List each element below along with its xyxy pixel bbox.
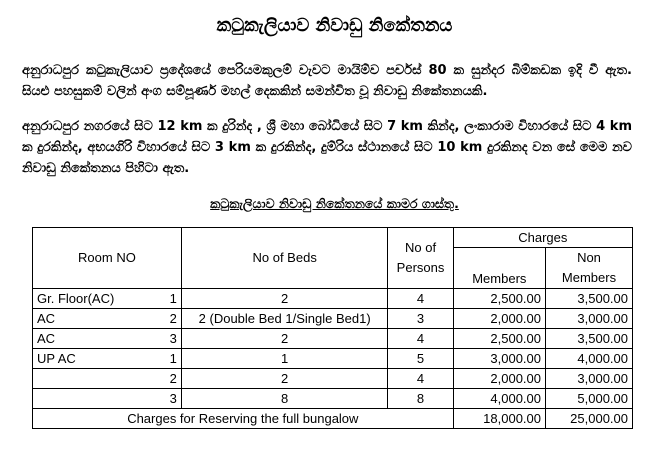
table-row bbox=[33, 309, 633, 329]
members-charge-cell: 4,000.00 bbox=[453, 389, 545, 409]
table-row bbox=[33, 329, 633, 349]
room-type: AC bbox=[37, 330, 56, 346]
members-charge-cell: 2,000.00 bbox=[453, 309, 545, 329]
room-type: UP AC bbox=[37, 350, 76, 366]
persons-cell: 8 bbox=[388, 389, 453, 409]
header-room-no: Room NO bbox=[33, 228, 182, 289]
page-title: කටුකැලියාව නිවාඩු නිකේතනය bbox=[216, 15, 453, 36]
room-cell bbox=[33, 309, 182, 329]
members-charge-cell: 2,000.00 bbox=[453, 369, 545, 389]
room-number: 1 bbox=[169, 290, 177, 306]
room-cell bbox=[33, 329, 182, 349]
non-members-charge-cell: 4,000.00 bbox=[546, 349, 633, 369]
header-no-of-persons: No of Persons bbox=[388, 228, 453, 289]
persons-cell: 4 bbox=[388, 289, 453, 309]
beds-cell: 2 (Double Bed 1/Single Bed1) bbox=[181, 309, 388, 329]
non-members-charge-cell: 5,000.00 bbox=[546, 389, 633, 409]
total-row bbox=[33, 409, 633, 429]
table-row bbox=[33, 349, 633, 369]
total-members: 18,000.00 bbox=[453, 409, 545, 429]
persons-cell: 4 bbox=[388, 369, 453, 389]
room-number: 3 bbox=[169, 330, 177, 346]
room-number: 2 bbox=[169, 310, 177, 326]
persons-cell: 4 bbox=[388, 329, 453, 349]
header-non-members: Non Members bbox=[546, 248, 633, 289]
room-cell bbox=[33, 369, 182, 389]
beds-cell: 2 bbox=[181, 369, 388, 389]
non-members-charge-cell: 3,000.00 bbox=[546, 369, 633, 389]
header-charges: Charges bbox=[453, 228, 632, 248]
beds-cell: 2 bbox=[181, 289, 388, 309]
room-number: 1 bbox=[169, 350, 177, 366]
room-cell bbox=[33, 289, 182, 309]
beds-cell: 8 bbox=[181, 389, 388, 409]
table-row bbox=[33, 369, 633, 389]
beds-cell: 2 bbox=[181, 329, 388, 349]
table-caption: කටුකැලියාව නිවාඩු නිකේතනයේ කාමර ගාස්තු. bbox=[210, 196, 459, 211]
location-paragraph: අනුරාධපුර නගරයේ සිට 12 km ක දුරින්ද , ශ්‍රී මහා බෝධියේ සිට 7 km කින්ද, ලංකාරාම විහාරයේ සිට 4 km ක දුරකින්ද, අභයගිරි විහාරයේ සිට 3 km ක දුරකින්ද, දුම්රිය ස්ථානයේ සිට 10 km දුරකිනද වන සේ මෙම නව නිවාඩු නිකේතනය පිහිටා ඇත. bbox=[22, 119, 632, 176]
non-members-charge-cell: 3,000.00 bbox=[546, 309, 633, 329]
room-number: 3 bbox=[169, 390, 177, 406]
total-non-members: 25,000.00 bbox=[546, 409, 633, 429]
total-label: Charges for Reserving the full bungalow bbox=[33, 409, 454, 429]
members-charge-cell: 3,000.00 bbox=[453, 349, 545, 369]
non-members-charge-cell: 3,500.00 bbox=[546, 329, 633, 349]
persons-cell: 5 bbox=[388, 349, 453, 369]
room-cell bbox=[33, 389, 182, 409]
beds-cell: 1 bbox=[181, 349, 388, 369]
header-members: Members bbox=[453, 248, 545, 289]
persons-cell: 3 bbox=[388, 309, 453, 329]
room-number: 2 bbox=[169, 370, 177, 386]
intro-paragraph: අනුරාධපුර කටුකැලියාව ප්‍රදේශයේ පෙරියමකුලම් වැවට මායිම්ව පර්චස් 80 ක සුන්දර බිම්කඩක ඉදි වී ඇත. සියළු පහසුකම් වලින් අංග සම්පූර්ණ මහල් දෙකකින් සමන්විත වූ නිවාඩු නිකේතනයකි. bbox=[22, 63, 632, 99]
table-row bbox=[33, 389, 633, 409]
non-members-charge-cell: 3,500.00 bbox=[546, 289, 633, 309]
room-cell bbox=[33, 349, 182, 369]
room-type: Gr. Floor(AC) bbox=[37, 290, 115, 306]
room-rates-table bbox=[32, 227, 633, 429]
room-type: AC bbox=[37, 310, 56, 326]
members-charge-cell: 2,500.00 bbox=[453, 329, 545, 349]
header-no-of-beds: No of Beds bbox=[181, 228, 388, 289]
table-row bbox=[33, 289, 633, 309]
members-charge-cell: 2,500.00 bbox=[453, 289, 545, 309]
